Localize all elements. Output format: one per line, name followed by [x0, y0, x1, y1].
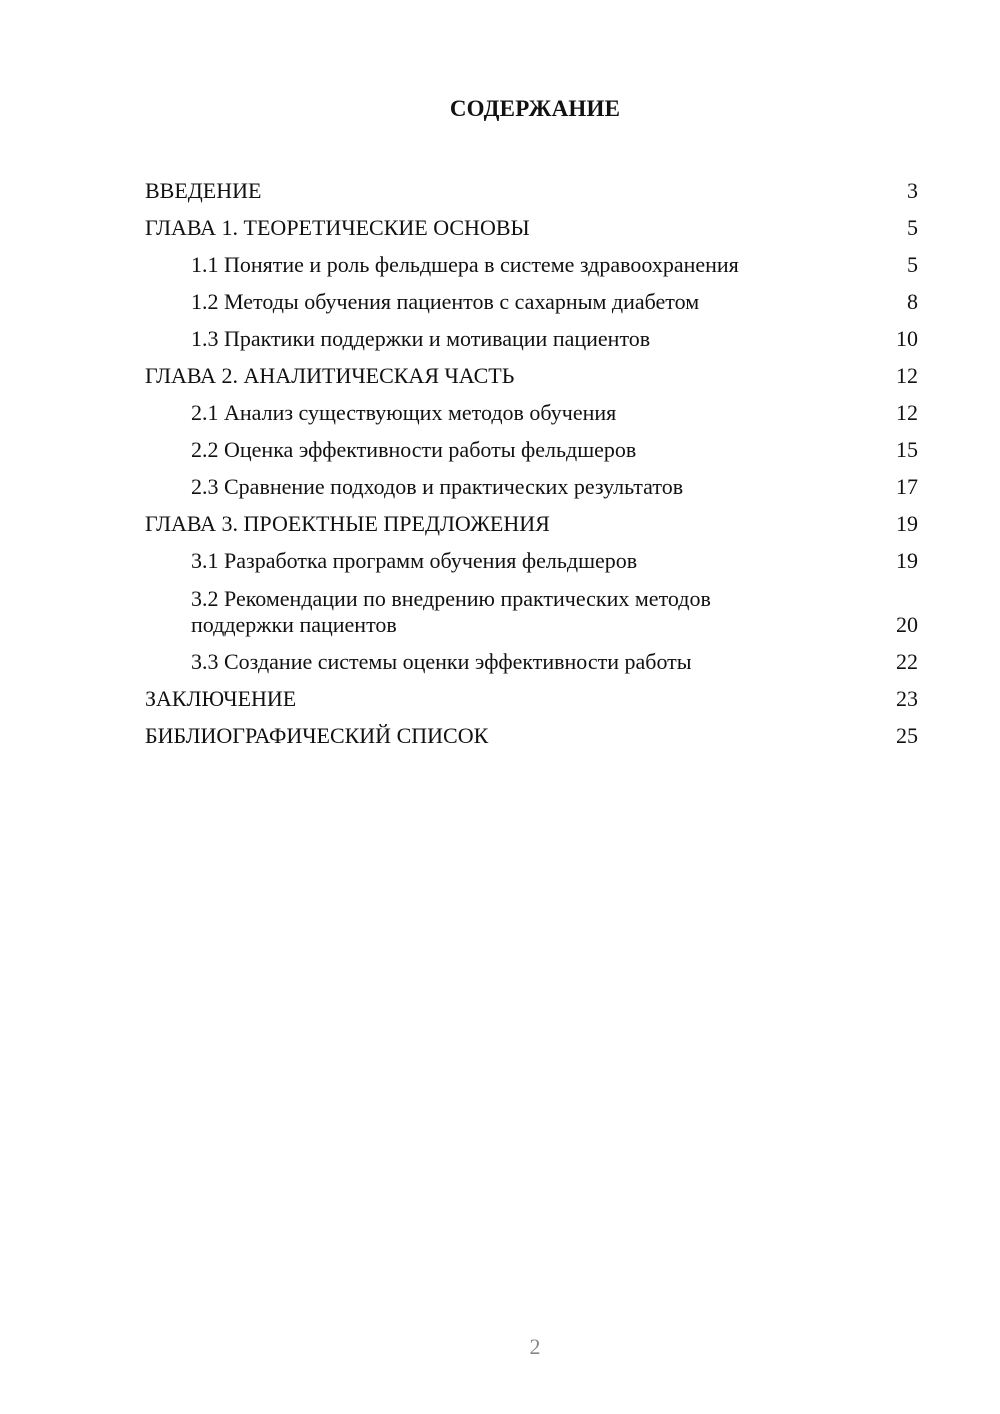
toc-entry[interactable] — [145, 281, 918, 318]
page-title: СОДЕРЖАНИЕ — [449, 96, 621, 121]
toc-entry-label: 2.1 Анализ существующих методов обучения — [191, 400, 617, 425]
toc-entry[interactable] — [145, 429, 918, 466]
toc-entry[interactable] — [145, 207, 918, 244]
toc-entry[interactable] — [145, 318, 918, 355]
toc-entry-label: 3.1 Разработка программ обучения фельдшеров — [191, 548, 638, 573]
toc-entry[interactable] — [145, 503, 918, 540]
toc-entry-label: 3.2 Рекомендации по внедрению практических методов поддержки пациентов — [191, 586, 711, 637]
toc-entry-label: 1.3 Практики поддержки и мотивации пациентов — [191, 326, 651, 351]
toc-entry[interactable] — [145, 392, 918, 429]
toc-entry-page: 5 — [907, 215, 918, 240]
toc-entry[interactable] — [145, 678, 918, 715]
toc-entry-label: ГЛАВА 1. ТЕОРЕТИЧЕСКИЕ ОСНОВЫ — [145, 215, 530, 240]
toc-entry-page: 17 — [896, 474, 918, 499]
toc-entry-label: ЗАКЛЮЧЕНИЕ — [145, 686, 297, 711]
toc-entry-page: 23 — [896, 686, 918, 711]
toc-entry-label: ГЛАВА 3. ПРОЕКТНЫЕ ПРЕДЛОЖЕНИЯ — [145, 511, 550, 536]
toc-entry[interactable] — [145, 641, 918, 678]
toc-entry-page: 12 — [896, 363, 918, 388]
toc-entry-page: 10 — [896, 326, 918, 351]
toc-entry-label: 2.3 Сравнение подходов и практических результатов — [191, 474, 684, 499]
toc-entry[interactable] — [145, 170, 918, 207]
toc-entry[interactable] — [145, 244, 918, 281]
page-number: 2 — [529, 1334, 541, 1359]
toc-entry-label: ГЛАВА 2. АНАЛИТИЧЕСКАЯ ЧАСТЬ — [145, 363, 515, 388]
toc-entry-page: 25 — [896, 723, 918, 748]
toc-entry-page: 19 — [896, 511, 918, 536]
toc-entry-label: 3.3 Создание системы оценки эффективности работы — [191, 649, 692, 674]
toc-entry-page: 19 — [896, 548, 918, 573]
table-of-contents — [145, 170, 918, 752]
toc-entry-page: 8 — [907, 289, 918, 314]
toc-entry-page: 5 — [907, 252, 918, 277]
toc-entry-page: 20 — [896, 612, 918, 637]
toc-entry-page: 15 — [896, 437, 918, 462]
toc-entry[interactable] — [145, 715, 918, 752]
toc-entry-label: БИБЛИОГРАФИЧЕСКИЙ СПИСОК — [145, 723, 489, 748]
toc-entry-label: ВВЕДЕНИЕ — [145, 178, 262, 203]
toc-entry[interactable] — [145, 577, 918, 641]
toc-entry-page: 22 — [896, 649, 918, 674]
toc-entry[interactable] — [145, 355, 918, 392]
toc-entry[interactable] — [145, 540, 918, 577]
toc-entry[interactable] — [145, 466, 918, 503]
toc-entry-page: 3 — [907, 178, 918, 203]
toc-entry-page: 12 — [896, 400, 918, 425]
toc-entry-label: 1.1 Понятие и роль фельдшера в системе здравоохранения — [191, 252, 739, 277]
toc-entry-label: 1.2 Методы обучения пациентов с сахарным диабетом — [191, 289, 700, 314]
toc-entry-label: 2.2 Оценка эффективности работы фельдшеров — [191, 437, 637, 462]
